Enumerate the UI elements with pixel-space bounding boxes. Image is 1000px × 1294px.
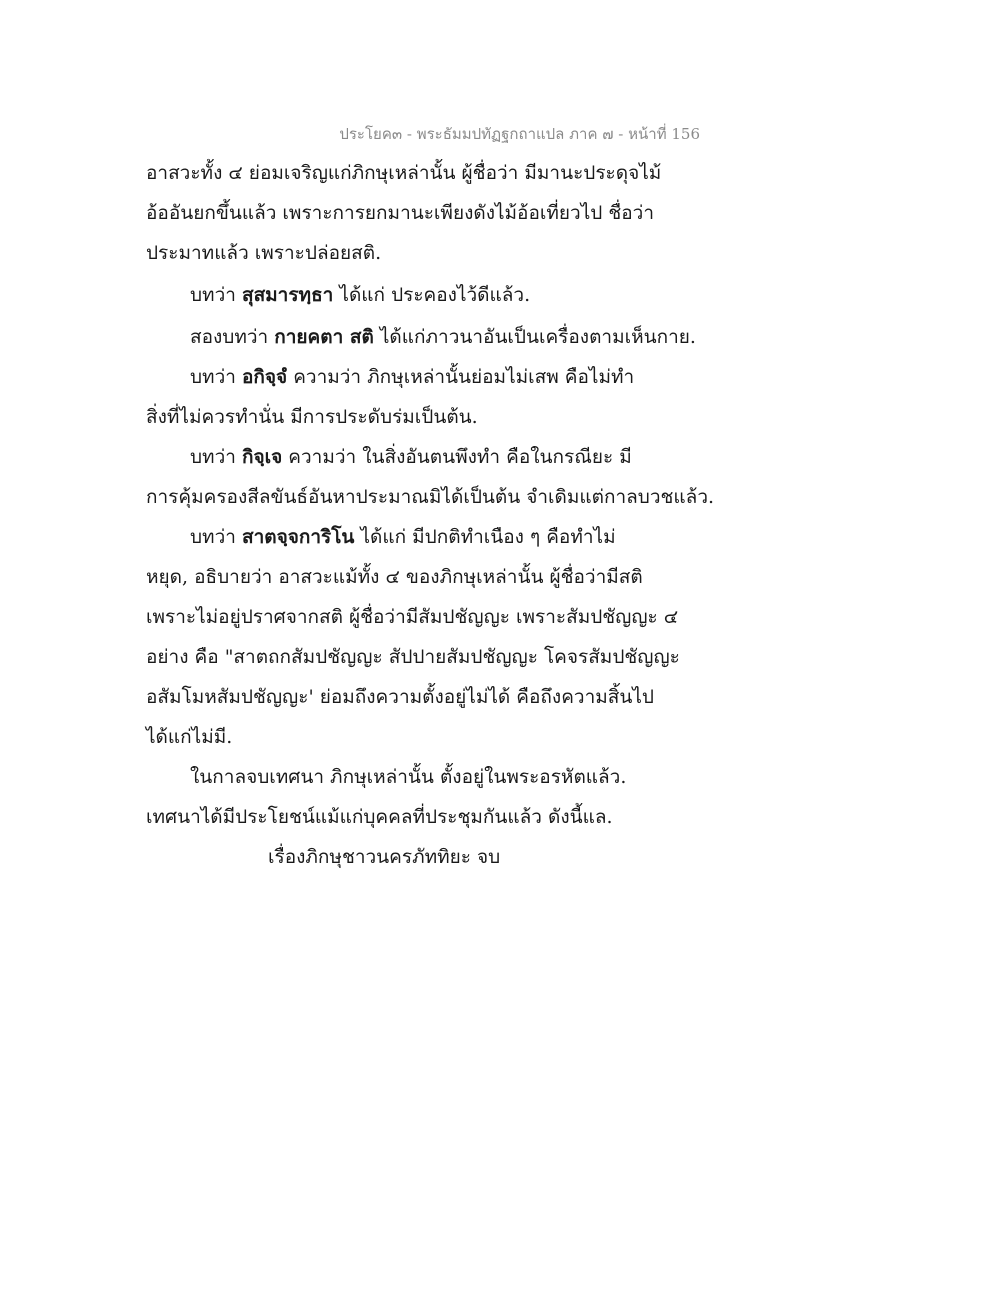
text-segment: บทว่า [190, 284, 242, 306]
pali-term: สาตจฺจการิโน [241, 526, 355, 548]
text-line [190, 282, 530, 308]
text-segment: สองบทว่า [190, 326, 275, 348]
pali-term: อกิจฺจํ [241, 366, 288, 388]
page-header: ประโยค๓ - พระธัมมปทัฏฐกถาแปล ภาค ๗ - หน้าที่ 156 [339, 125, 700, 143]
text-segment: ได้แก่ ประคองไว้ดีแล้ว. [333, 284, 531, 306]
pali-term: สุสมารทฺธา [241, 284, 334, 306]
text-segment: ความว่า ภิกษุเหล่านั้นย่อมไม่เสพ คือไม่ทำ [287, 366, 635, 388]
text-line: เทศนาได้มีประโยชน์แม้แก่บุคคลที่ประชุมกันแล้ว ดังนี้แล. [146, 806, 613, 828]
text-line: อย่าง คือ "สาตถกสัมปชัญญะ สัปปายสัมปชัญญะ โคจรสัมปชัญญะ [146, 646, 680, 668]
pali-term: กายคตา สติ [274, 326, 374, 348]
text-segment: ความว่า ในสิ่งอันตนพึงทำ คือในกรณียะ มี [282, 446, 632, 468]
text-line: เพราะไม่อยู่ปราศจากสติ ผู้ชื่อว่ามีสัมปชัญญะ เพราะสัมปชัญญะ ๔ [146, 606, 679, 628]
text-line: อสัมโมหสัมปชัญญะ' ย่อมถึงความตั้งอยู่ไม่ได้ คือถึงความสิ้นไป [146, 686, 654, 708]
text-line: อ้ออันยกขึ้นแล้ว เพราะการยกมานะเพียงดังไม้อ้อเที่ยวไป ชื่อว่า [146, 202, 654, 224]
text-line: หยุด, อธิบายว่า อาสวะแม้ทั้ง ๔ ของภิกษุเหล่านั้น ผู้ชื่อว่ามีสติ [146, 566, 643, 588]
text-line: ได้แก่ไม่มี. [146, 726, 233, 748]
text-segment: บทว่า [190, 366, 242, 388]
text-line: การคุ้มครองสีลขันธ์อันหาประมาณมิได้เป็นต้น จำเดิมแต่กาลบวชแล้ว. [146, 486, 715, 508]
text-line [190, 444, 632, 470]
pali-term: กิจฺเจ [241, 446, 283, 468]
text-segment: ได้แก่ มีปกติทำเนือง ๆ คือทำไม่ [354, 526, 616, 548]
text-line: ในกาลจบเทศนา ภิกษุเหล่านั้น ตั้งอยู่ในพระอรหัตแล้ว. [190, 766, 627, 788]
text-segment: บทว่า [190, 446, 242, 468]
text-line: สิ่งที่ไม่ควรทำนั่น มีการประดับร่มเป็นต้น. [146, 406, 478, 428]
text-line: อาสวะทั้ง ๔ ย่อมเจริญแก่ภิกษุเหล่านั้น ผู้ชื่อว่า มีมานะประดุจไม้ [146, 162, 662, 184]
text-segment: บทว่า [190, 526, 242, 548]
text-line: ประมาทแล้ว เพราะปล่อยสติ. [146, 242, 382, 264]
text-line [190, 364, 634, 390]
text-line [190, 324, 696, 350]
story-end-line: เรื่องภิกษุชาวนครภัททิยะ จบ [268, 846, 501, 868]
text-line [190, 524, 616, 550]
text-segment: ได้แก่ภาวนาอันเป็นเครื่องตามเห็นกาย. [373, 326, 696, 348]
